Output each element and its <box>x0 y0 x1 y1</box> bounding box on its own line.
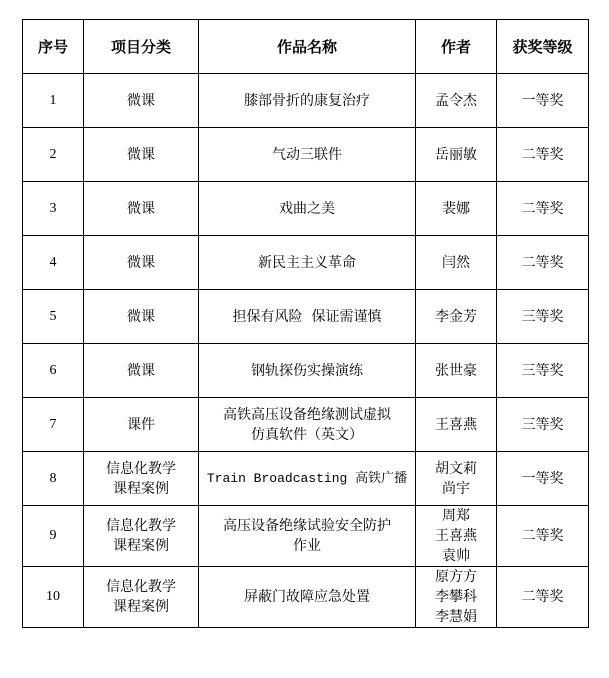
table-row <box>23 344 589 398</box>
awards-table <box>22 19 589 628</box>
cell-category: 微课 <box>84 344 199 398</box>
cell-index: 8 <box>23 452 84 506</box>
cell-index: 7 <box>23 398 84 452</box>
cell-index: 4 <box>23 236 84 290</box>
header-author: 作者 <box>416 20 497 74</box>
cell-award: 一等奖 <box>497 74 589 128</box>
cell-work: Train Broadcasting 高铁广播 <box>199 452 416 506</box>
cell-award: 二等奖 <box>497 128 589 182</box>
table-row <box>23 128 589 182</box>
cell-award: 二等奖 <box>497 567 589 628</box>
cell-award: 二等奖 <box>497 506 589 567</box>
cell-category: 信息化教学 课程案例 <box>84 452 199 506</box>
cell-category: 微课 <box>84 74 199 128</box>
header-index: 序号 <box>23 20 84 74</box>
cell-category: 信息化教学 课程案例 <box>84 506 199 567</box>
cell-index: 2 <box>23 128 84 182</box>
cell-work: 新民主主义革命 <box>199 236 416 290</box>
cell-work: 钢轨探伤实操演练 <box>199 344 416 398</box>
cell-category: 课件 <box>84 398 199 452</box>
cell-author: 孟令杰 <box>416 74 497 128</box>
cell-work: 高铁高压设备绝缘测试虚拟 仿真软件（英文） <box>199 398 416 452</box>
cell-author: 张世豪 <box>416 344 497 398</box>
cell-index: 6 <box>23 344 84 398</box>
cell-author: 王喜燕 <box>416 398 497 452</box>
cell-work: 气动三联件 <box>199 128 416 182</box>
cell-award: 二等奖 <box>497 182 589 236</box>
cell-work: 戏曲之美 <box>199 182 416 236</box>
cell-work: 担保有风险 保证需谨慎 <box>199 290 416 344</box>
cell-index: 9 <box>23 506 84 567</box>
cell-index: 10 <box>23 567 84 628</box>
table-row <box>23 398 589 452</box>
cell-award: 二等奖 <box>497 236 589 290</box>
cell-author: 岳丽敏 <box>416 128 497 182</box>
cell-category: 微课 <box>84 290 199 344</box>
header-category: 项目分类 <box>84 20 199 74</box>
cell-category: 微课 <box>84 128 199 182</box>
header-work: 作品名称 <box>199 20 416 74</box>
cell-work: 屏蔽门故障应急处置 <box>199 567 416 628</box>
table-row <box>23 506 589 567</box>
cell-work: 高压设备绝缘试验安全防护 作业 <box>199 506 416 567</box>
cell-index: 5 <box>23 290 84 344</box>
header-award: 获奖等级 <box>497 20 589 74</box>
cell-index: 1 <box>23 74 84 128</box>
table-row <box>23 236 589 290</box>
cell-author: 周郑 王喜燕 袁帅 <box>416 506 497 567</box>
cell-author: 闫然 <box>416 236 497 290</box>
cell-author: 原方方 李攀科 李慧娟 <box>416 567 497 628</box>
cell-work: 膝部骨折的康复治疗 <box>199 74 416 128</box>
cell-author: 裴娜 <box>416 182 497 236</box>
cell-category: 微课 <box>84 182 199 236</box>
cell-category: 微课 <box>84 236 199 290</box>
cell-index: 3 <box>23 182 84 236</box>
table-row <box>23 290 589 344</box>
cell-author: 李金芳 <box>416 290 497 344</box>
cell-award: 一等奖 <box>497 452 589 506</box>
cell-award: 三等奖 <box>497 398 589 452</box>
table-row <box>23 452 589 506</box>
table-row <box>23 182 589 236</box>
table-row <box>23 74 589 128</box>
cell-author: 胡文莉 尚宇 <box>416 452 497 506</box>
header-row <box>23 20 589 74</box>
cell-category: 信息化教学 课程案例 <box>84 567 199 628</box>
table-row <box>23 567 589 628</box>
cell-award: 三等奖 <box>497 290 589 344</box>
cell-award: 三等奖 <box>497 344 589 398</box>
